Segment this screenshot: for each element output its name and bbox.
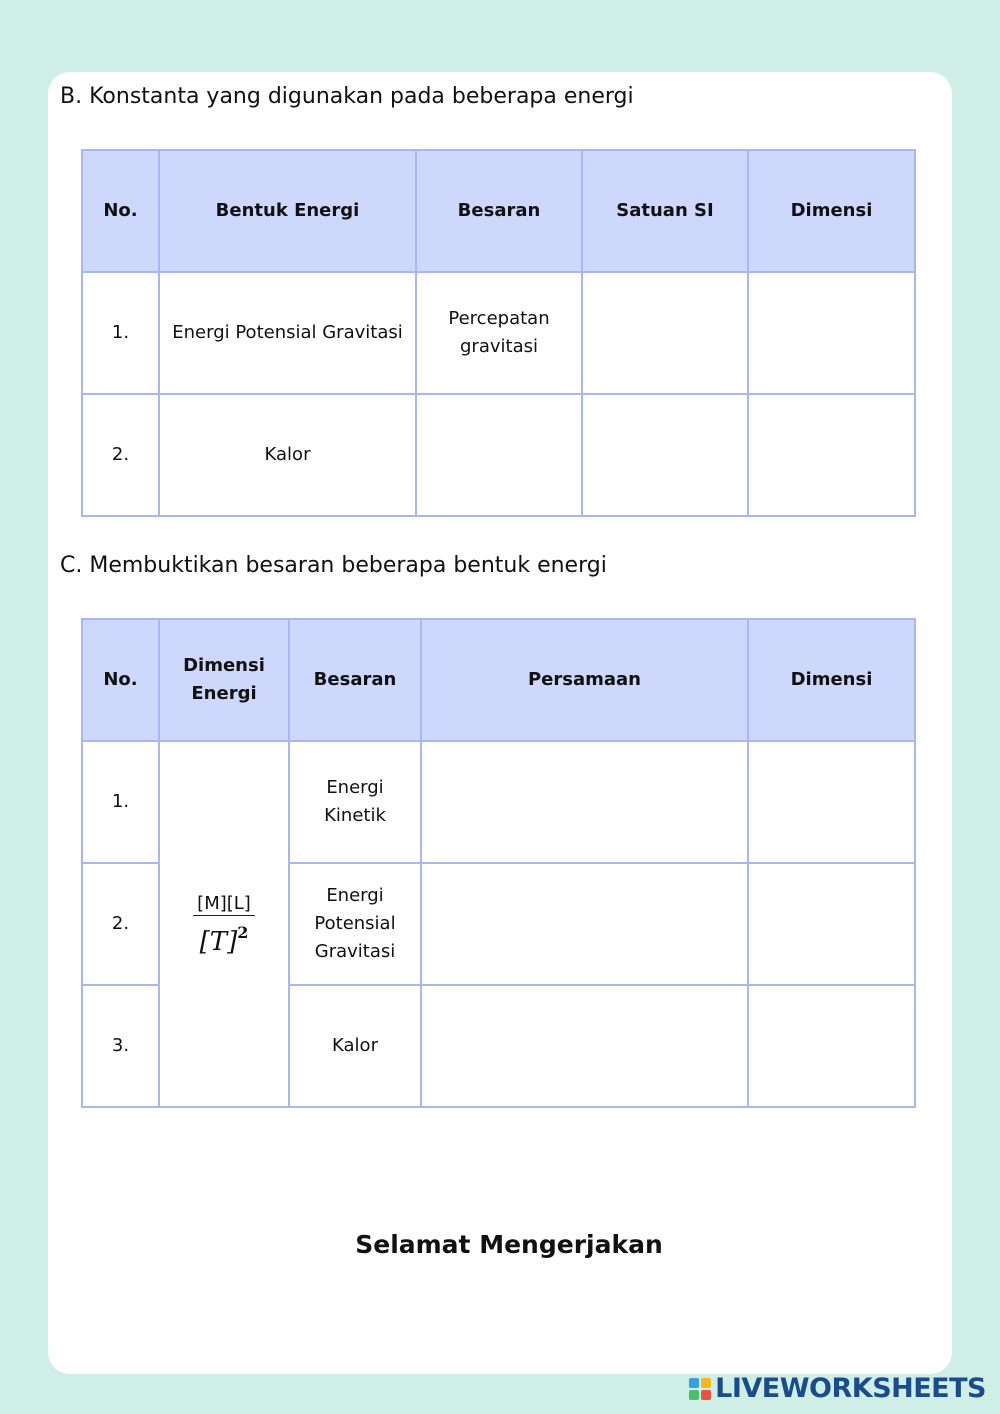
closing-message: Selamat Mengerjakan <box>355 1230 663 1259</box>
persamaan-answer-cell[interactable] <box>421 741 748 863</box>
persamaan-answer-cell[interactable] <box>421 985 748 1107</box>
formula-numerator: [M][L] <box>193 893 255 916</box>
formula-denominator <box>200 916 249 959</box>
table-c-header-persamaan: Persamaan <box>421 619 748 741</box>
dimensi-answer-cell[interactable] <box>748 863 915 985</box>
row-number: 2. <box>82 863 159 985</box>
row-number: 1. <box>82 272 159 394</box>
section-c-title: C. Membuktikan besaran beberapa bentuk energi <box>60 553 607 578</box>
table-row <box>82 272 915 394</box>
table-c-header-dimensi: Dimensi <box>748 619 915 741</box>
dimensi-answer-cell[interactable] <box>748 394 915 516</box>
row-number: 1. <box>82 741 159 863</box>
table-c <box>81 618 916 1108</box>
table-b-header-satuan: Satuan SI <box>582 150 748 272</box>
table-c-header-no: No. <box>82 619 159 741</box>
formula-denominator-base: [T] <box>199 926 238 957</box>
table-row <box>82 741 915 863</box>
liveworksheets-brand <box>689 1373 986 1404</box>
table-c-header-besaran: Besaran <box>289 619 421 741</box>
dimensi-energi-cell <box>159 741 289 1107</box>
bentuk-energi-cell: Kalor <box>159 394 416 516</box>
section-b-title: B. Konstanta yang digunakan pada beberapa energi <box>60 84 634 109</box>
table-c-header-row <box>82 619 915 741</box>
table-b-header-no: No. <box>82 150 159 272</box>
brand-wordmark: LIVEWORKSHEETS <box>715 1373 986 1404</box>
dimension-formula <box>193 893 255 959</box>
table-b-header-besaran: Besaran <box>416 150 582 272</box>
dimensi-answer-cell[interactable] <box>748 985 915 1107</box>
besaran-answer-cell[interactable] <box>416 394 582 516</box>
besaran-cell: Energi Potensial Gravitasi <box>289 863 421 985</box>
row-number: 2. <box>82 394 159 516</box>
formula-exponent: 2 <box>237 922 249 942</box>
table-c-header-dimensi-energi: Dimensi Energi <box>159 619 289 741</box>
table-row <box>82 394 915 516</box>
liveworksheets-logo-icon <box>689 1378 711 1400</box>
besaran-cell: Percepatan gravitasi <box>416 272 582 394</box>
dimensi-answer-cell[interactable] <box>748 272 915 394</box>
persamaan-answer-cell[interactable] <box>421 863 748 985</box>
dimensi-answer-cell[interactable] <box>748 741 915 863</box>
satuan-si-answer-cell[interactable] <box>582 394 748 516</box>
besaran-cell: Energi Kinetik <box>289 741 421 863</box>
table-b-header-dimensi: Dimensi <box>748 150 915 272</box>
satuan-si-answer-cell[interactable] <box>582 272 748 394</box>
bentuk-energi-cell: Energi Potensial Gravitasi <box>159 272 416 394</box>
table-b <box>81 149 916 517</box>
table-b-header-row <box>82 150 915 272</box>
table-b-header-bentuk: Bentuk Energi <box>159 150 416 272</box>
besaran-cell: Kalor <box>289 985 421 1107</box>
row-number: 3. <box>82 985 159 1107</box>
